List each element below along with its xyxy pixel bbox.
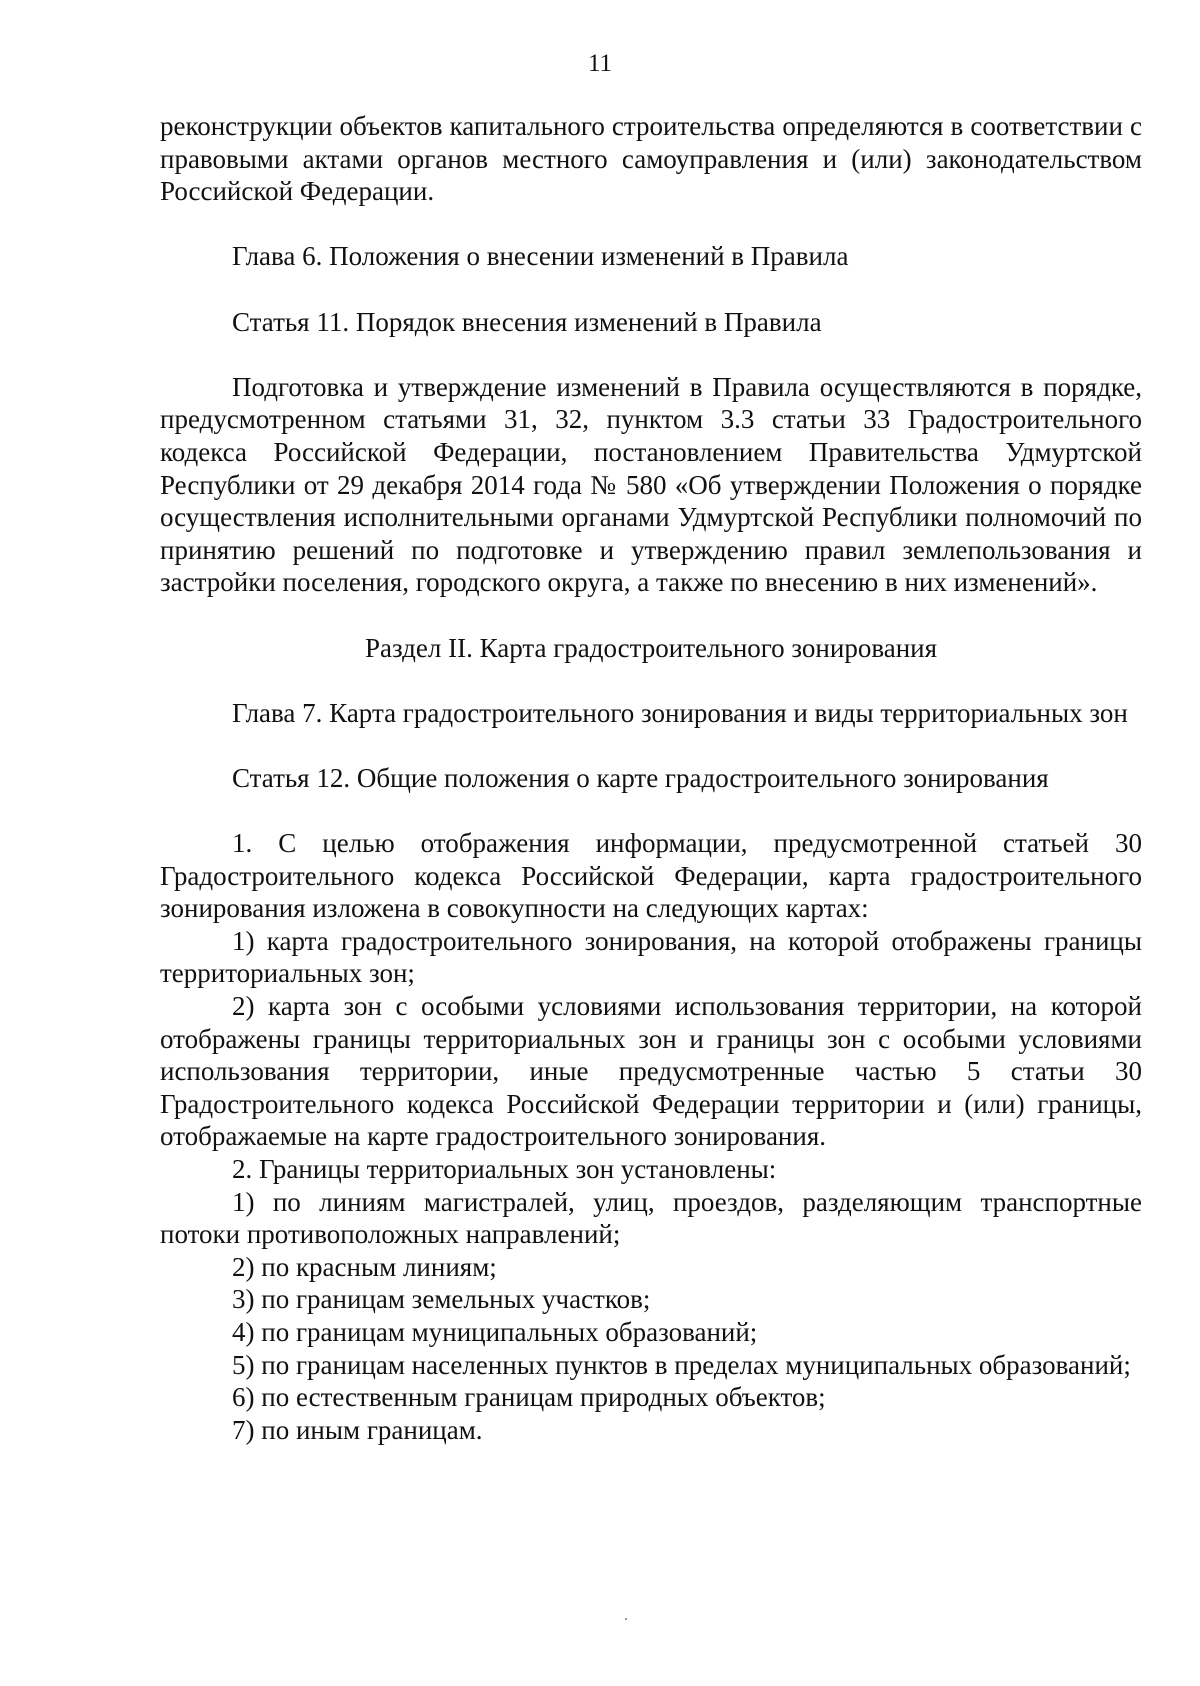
clause-2-item-5: 5) по границам населенных пунктов в пределах муниципальных образований; [232, 1349, 1131, 1380]
clause-2-item-1: 1) по линиям магистралей, улиц, проездов, разделяющим транспортные потоки противоположных направлений; [160, 1186, 1142, 1250]
document-body [160, 110, 1142, 1446]
clause-2-item-4: 4) по границам муниципальных образований; [232, 1316, 758, 1347]
clause-2-item-7: 7) по иным границам. [232, 1414, 483, 1445]
clause-2-item-6: 6) по естественным границам природных объектов; [232, 1382, 826, 1413]
chapter-6-heading: Глава 6. Положения о внесении изменений в Правила [232, 241, 849, 272]
clause-1: 1. С целью отображения информации, предусмотренной статьей 30 Градостроительного кодекса Российской Федерации, карта градостроительного зонирования изложена в совокупности на следующих картах: [160, 828, 1142, 924]
clause-2: 2. Границы территориальных зон установлены: [232, 1154, 777, 1184]
article-11-heading: Статья 11. Порядок внесения изменений в Правила [232, 306, 822, 337]
clause-2-item-2: 2) по красным линиям; [232, 1251, 497, 1282]
chapter-7-heading: Глава 7. Карта градостроительного зонирования и виды территориальных зон [232, 697, 1128, 728]
clause-2-item-3: 3) по границам земельных участков; [232, 1284, 651, 1315]
clause-1-item-1: 1) карта градостроительного зонирования, на которой отображены границы территориальных зон; [160, 925, 1142, 989]
section-2-heading: Раздел II. Карта градостроительного зонирования [364, 632, 938, 663]
clause-1-item-2: 2) карта зон с особыми условиями использования территории, на которой отображены границы территориальных зон и границы зон с особыми условиями использования территории, иные предусмотренные частью 5 статьи 30 Градостроительного кодекса Российской Федерации территории и (или) границы, отображаемые на карте градостроительного зонирования. [160, 991, 1142, 1152]
page-number: 11 [587, 50, 613, 77]
article-12-heading: Статья 12. Общие положения о карте градостроительного зонирования [232, 762, 1049, 793]
article-11-text: Подготовка и утверждение изменений в Правила осуществляются в порядке, предусмотренном статьями 31, 32, пунктом 3.3 статьи 33 Градостроительного кодекса Российской Федерации, постановлением Правительства Удмуртской Республики от 29 декабря 2014 года № 580 «Об утверждении Положения о порядке осуществления исполнительными органами Удмуртской Республики полномочий по принятию решений по подготовке и утверждению правил землепользования и застройки поселения, городского округа, а также по внесению в них изменений». [160, 371, 1142, 598]
scan-speck [625, 1618, 627, 1620]
paragraph-continuation: реконструкции объектов капитального строительства определяются в соответствии с правовыми актами органов местного самоуправления и (или) законодательством Российской Федерации. [160, 111, 1142, 207]
